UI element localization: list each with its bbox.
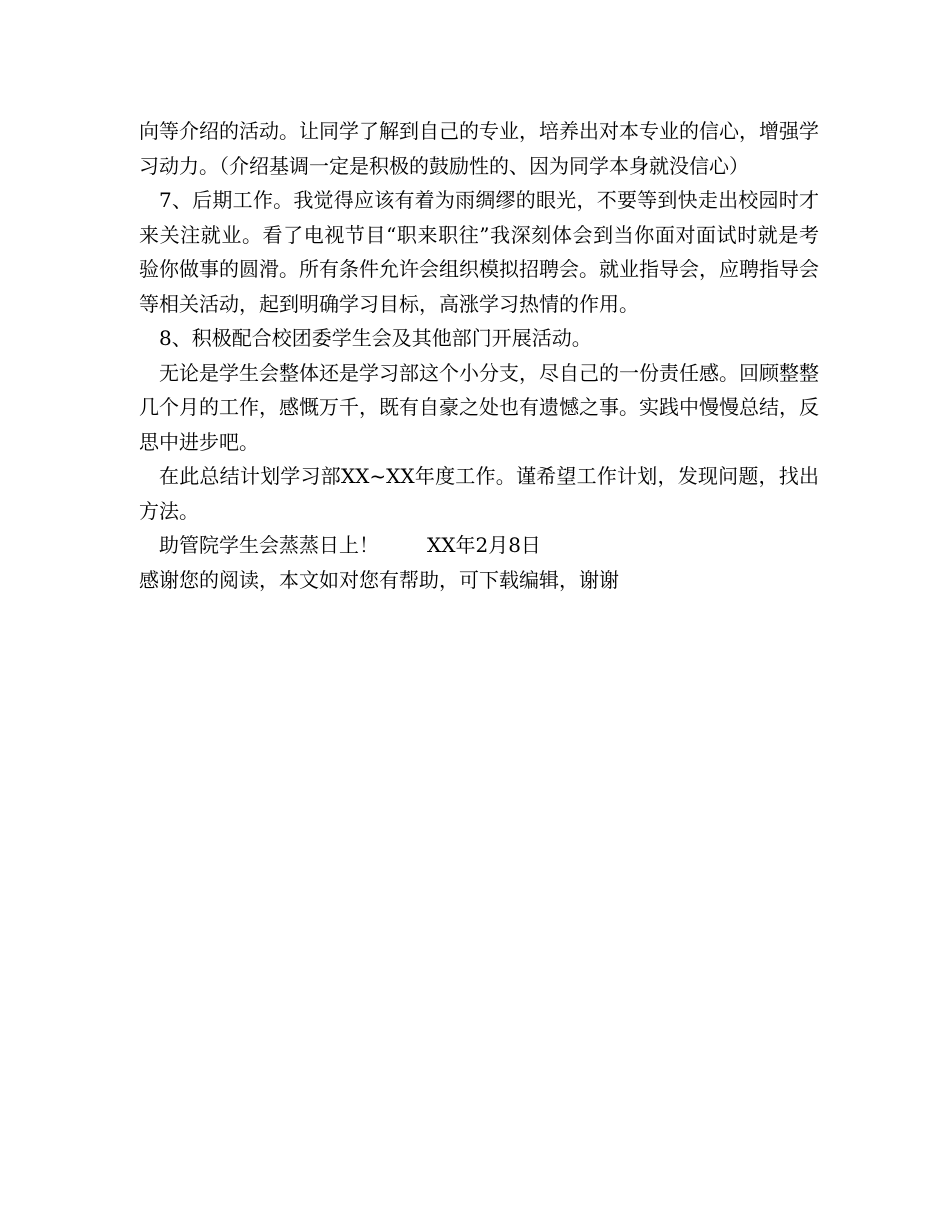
paragraph-item-8: 8、积极配合校团委学生会及其他部门开展活动。 [159,326,592,350]
paragraph-summary: 无论是学生会整体还是学习部这个小分支，尽自己的一份责任感。回顾整整几个月的工作，感慨万千，既有自豪之处也有遗憾之事。实践中慢慢总结，反思中进步吧。 [139,360,819,454]
footer-note: 感谢您的阅读，本文如对您有帮助，可下载编辑，谢谢 [139,567,619,592]
paragraph-plan: 在此总结计划学习部XX~XX年度工作。谨希望工作计划，发现问题，找出方法。 [139,464,819,523]
paragraph-continued: 向等介绍的活动。让同学了解到自己的专业，培养出对本专业的信心，增强学习动力。（介绍基调一定是积极的鼓励性的、因为同学本身就没信心） [139,119,819,178]
document-body [139,114,819,597]
paragraph-item-7: 7、后期工作。我觉得应该有着为雨绸缪的眼光，不要等到快走出校园时才来关注就业。看了电视节目“职来职往”我深刻体会到当你面对面试时就是考验你做事的圆滑。所有条件允许会组织模拟招聘会。就业指导会，应聘指导会等相关活动，起到明确学习目标，高涨学习热情的作用。 [139,188,819,316]
signature-wish: 助管院学生会蒸蒸日上！ [159,533,379,557]
signature-line [139,528,819,563]
signature-date: XX年2月8日 [427,533,541,557]
